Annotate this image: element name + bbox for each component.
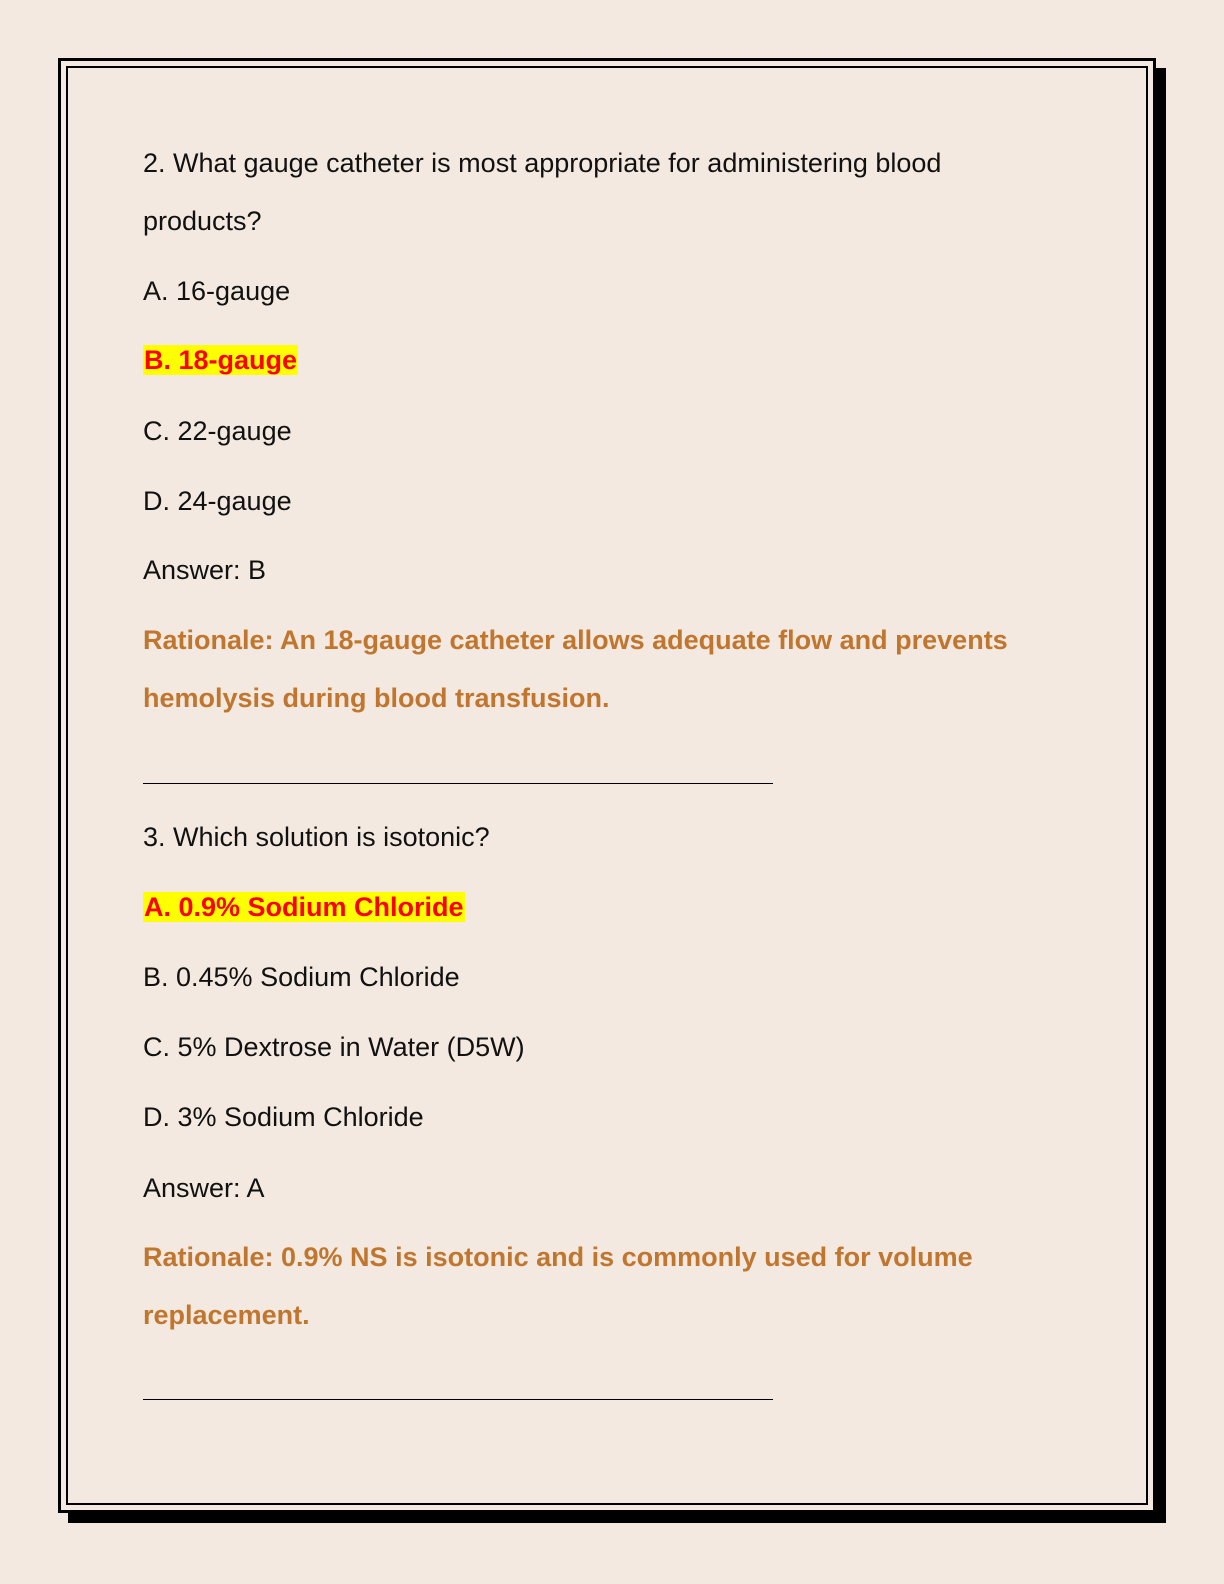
question-3-rationale-line2: replacement. xyxy=(143,1300,310,1330)
separator-rule xyxy=(143,783,773,784)
question-3-stem: 3. Which solution is isotonic? xyxy=(143,822,490,852)
correct-answer-highlight: A. 0.9% Sodium Chloride xyxy=(144,892,464,922)
question-2-option-a: A. 16-gauge xyxy=(143,276,291,306)
question-2-option-c: C. 22-gauge xyxy=(143,416,292,446)
question-3-option-c: C. 5% Dextrose in Water (D5W) xyxy=(143,1032,525,1062)
question-2-answer: Answer: B xyxy=(143,555,267,585)
question-2-stem-line2: products? xyxy=(143,206,262,236)
question-3-rationale-line1: Rationale: 0.9% NS is isotonic and is commonly used for volume xyxy=(143,1242,973,1272)
question-3-answer: Answer: A xyxy=(143,1173,265,1203)
separator-rule xyxy=(143,1399,773,1400)
question-2-rationale-line1: Rationale: An 18-gauge catheter allows adequate flow and prevents xyxy=(143,625,1008,655)
question-3-option-a-correct xyxy=(143,889,465,925)
question-2-rationale-line2: hemolysis during blood transfusion. xyxy=(143,683,610,713)
question-2-option-d: D. 24-gauge xyxy=(143,486,292,516)
correct-answer-highlight: B. 18-gauge xyxy=(144,345,298,375)
question-2-option-b-correct xyxy=(143,342,298,378)
question-2-stem-line1: 2. What gauge catheter is most appropriate for administering blood xyxy=(143,148,942,178)
question-3-option-b: B. 0.45% Sodium Chloride xyxy=(143,962,460,992)
question-3-option-d: D. 3% Sodium Chloride xyxy=(143,1102,424,1132)
